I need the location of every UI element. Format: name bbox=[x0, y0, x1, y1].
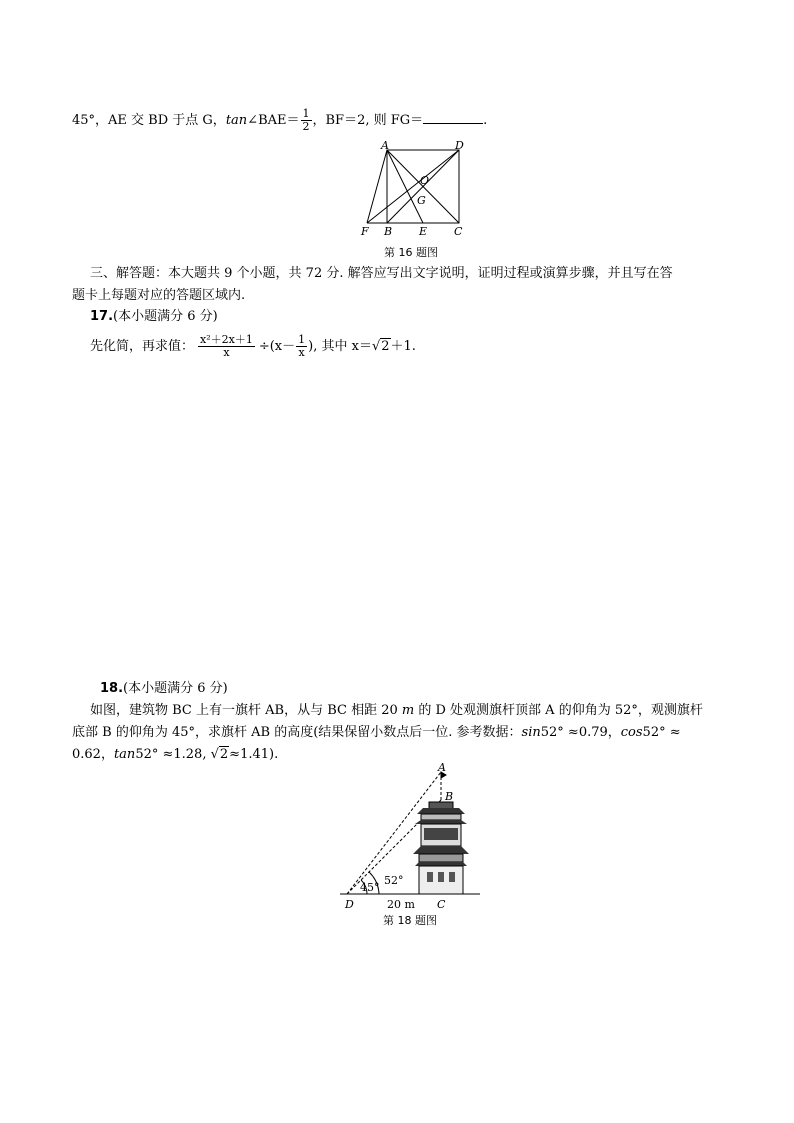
q18-caption: 第 18 题图 bbox=[383, 914, 437, 927]
q16-answer-blank[interactable] bbox=[423, 111, 483, 124]
q16-text: 45°，AE 交 BD 于点 G，tan∠BAE＝ $\frac{1}{2}$ ，BF＝2, 则 FG＝ . bbox=[72, 107, 488, 133]
q18-label-d: D bbox=[345, 898, 354, 910]
q16-label-f: F bbox=[361, 225, 369, 238]
section3-line1: 三、解答题：本大题共 9 个小题，共 72 分. 解答应写出文字说明，证明过程或演算步骤，并且写在答 bbox=[90, 266, 673, 281]
q16-label-a: A bbox=[381, 140, 389, 152]
q18-distance: 20 m bbox=[387, 898, 415, 910]
q16-label-c: C bbox=[454, 225, 463, 238]
q18-figure bbox=[335, 762, 485, 910]
q18-line1: 如图，建筑物 BC 上有一旗杆 AB，从与 BC 相距 20 m 的 D 处观测旗杆顶部 A 的仰角为 52°，观测旗杆 bbox=[90, 703, 703, 718]
q16-label-d: D bbox=[455, 140, 464, 152]
q18-header: 18.(本小题满分 6 分) bbox=[100, 681, 228, 696]
building bbox=[413, 802, 469, 894]
q18-label-c: C bbox=[437, 898, 446, 910]
q17-fraction-small: $\frac{1}{x}$ bbox=[298, 333, 306, 359]
q16-label-b: B bbox=[384, 225, 393, 238]
q18-angle-52: 52° bbox=[384, 874, 404, 887]
q18-line3: 0.62，tan52° ≈1.28, √2≈1.41). bbox=[72, 747, 279, 762]
q18-label-b: B bbox=[445, 790, 454, 803]
q16-fraction: $\frac{1}{2}$ bbox=[302, 107, 310, 133]
q16-figure bbox=[355, 140, 475, 240]
section3-line2: 题卡上每题对应的答题区域内. bbox=[72, 288, 246, 303]
q17-header: 17.(本小题满分 6 分) bbox=[90, 309, 218, 324]
q18-line2: 底部 B 的仰角为 45°，求旗杆 AB 的高度(结果保留小数点后一位. 参考数据：sin52° ≈0.79，cos52° ≈ bbox=[72, 725, 681, 740]
q16-label-e: E bbox=[419, 225, 428, 238]
q17-fraction-main: $\frac{\text{x²＋2x＋1}}{x}$ bbox=[200, 333, 253, 359]
q16-caption: 第 16 题图 bbox=[384, 246, 438, 259]
q16-label-g: G bbox=[417, 194, 426, 207]
q17-body: 先化简，再求值： $\frac{\text{x²＋2x＋1}}{x}$ ÷(x－ $\frac{1}{x}$ ), 其中 x＝√2＋1. bbox=[90, 333, 416, 359]
q18-label-a: A bbox=[438, 762, 446, 774]
q16-label-o: O bbox=[420, 174, 430, 187]
q18-angle-45: 45° bbox=[360, 881, 380, 894]
